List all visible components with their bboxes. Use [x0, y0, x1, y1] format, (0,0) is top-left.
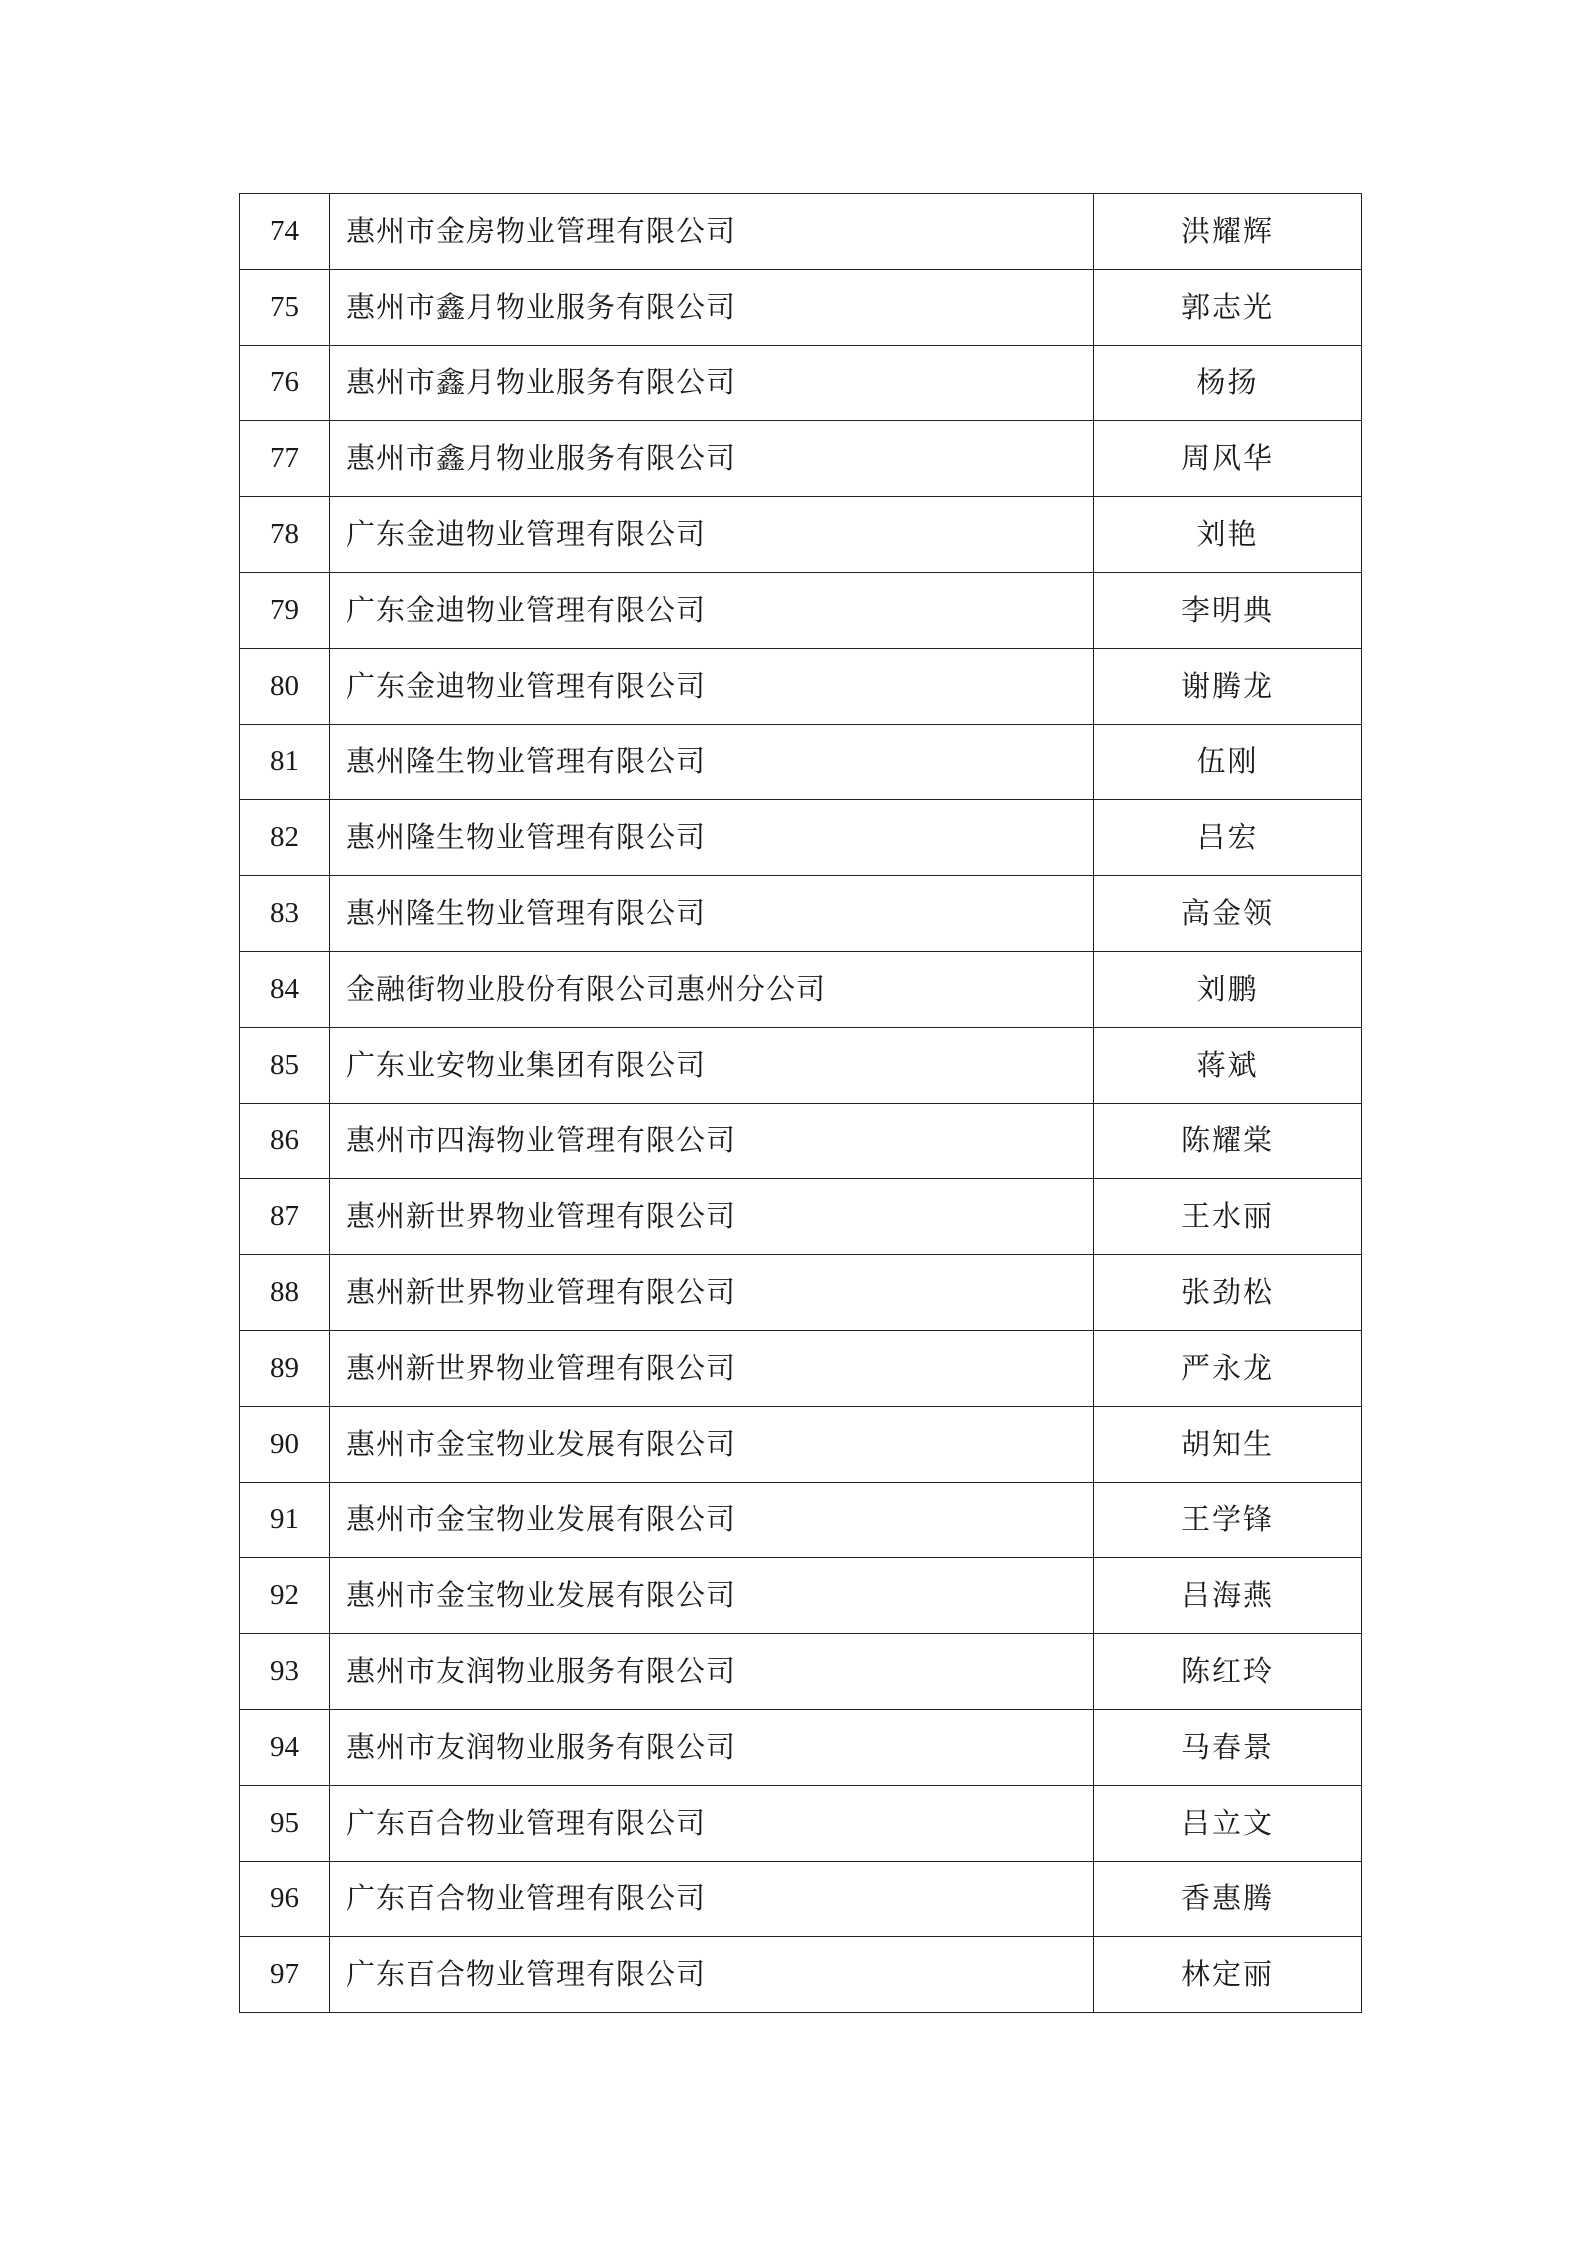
row-number: 96 [240, 1861, 330, 1937]
table-row [240, 1558, 1362, 1634]
row-number: 83 [240, 876, 330, 952]
company-name: 广东金迪物业管理有限公司 [330, 572, 1094, 648]
roster-table [239, 193, 1362, 2013]
company-name: 广东业安物业集团有限公司 [330, 1027, 1094, 1103]
person-name: 刘鹏 [1094, 951, 1362, 1027]
company-name: 广东百合物业管理有限公司 [330, 1785, 1094, 1861]
table-row [240, 1785, 1362, 1861]
table-row [240, 345, 1362, 421]
company-name: 金融街物业股份有限公司惠州分公司 [330, 951, 1094, 1027]
company-name: 惠州新世界物业管理有限公司 [330, 1179, 1094, 1255]
company-name: 惠州市四海物业管理有限公司 [330, 1103, 1094, 1179]
row-number: 92 [240, 1558, 330, 1634]
row-number: 85 [240, 1027, 330, 1103]
person-name: 周风华 [1094, 421, 1362, 497]
table-row [240, 1709, 1362, 1785]
person-name: 蒋斌 [1094, 1027, 1362, 1103]
table-row [240, 1255, 1362, 1331]
row-number: 74 [240, 194, 330, 270]
table-row [240, 1027, 1362, 1103]
table-row [240, 1179, 1362, 1255]
person-name: 严永龙 [1094, 1330, 1362, 1406]
company-name: 惠州市友润物业服务有限公司 [330, 1634, 1094, 1710]
table-row [240, 1406, 1362, 1482]
person-name: 伍刚 [1094, 724, 1362, 800]
company-name: 广东百合物业管理有限公司 [330, 1861, 1094, 1937]
person-name: 王水丽 [1094, 1179, 1362, 1255]
table-row [240, 648, 1362, 724]
company-name: 惠州隆生物业管理有限公司 [330, 800, 1094, 876]
table-row [240, 724, 1362, 800]
person-name: 李明典 [1094, 572, 1362, 648]
table-row [240, 1103, 1362, 1179]
company-name: 广东百合物业管理有限公司 [330, 1937, 1094, 2013]
person-name: 胡知生 [1094, 1406, 1362, 1482]
company-name: 惠州市鑫月物业服务有限公司 [330, 345, 1094, 421]
person-name: 香惠腾 [1094, 1861, 1362, 1937]
row-number: 81 [240, 724, 330, 800]
roster-table-body [240, 194, 1362, 2013]
table-row [240, 1634, 1362, 1710]
person-name: 马春景 [1094, 1709, 1362, 1785]
person-name: 张劲松 [1094, 1255, 1362, 1331]
company-name: 惠州市金宝物业发展有限公司 [330, 1482, 1094, 1558]
row-number: 95 [240, 1785, 330, 1861]
row-number: 79 [240, 572, 330, 648]
table-row [240, 572, 1362, 648]
row-number: 91 [240, 1482, 330, 1558]
table-row [240, 876, 1362, 952]
company-name: 广东金迪物业管理有限公司 [330, 497, 1094, 573]
row-number: 93 [240, 1634, 330, 1710]
company-name: 惠州新世界物业管理有限公司 [330, 1255, 1094, 1331]
row-number: 84 [240, 951, 330, 1027]
row-number: 88 [240, 1255, 330, 1331]
table-row [240, 194, 1362, 270]
company-name: 惠州市金房物业管理有限公司 [330, 194, 1094, 270]
person-name: 吕宏 [1094, 800, 1362, 876]
company-name: 广东金迪物业管理有限公司 [330, 648, 1094, 724]
row-number: 78 [240, 497, 330, 573]
table-row [240, 951, 1362, 1027]
person-name: 吕立文 [1094, 1785, 1362, 1861]
row-number: 77 [240, 421, 330, 497]
person-name: 高金领 [1094, 876, 1362, 952]
table-row [240, 1330, 1362, 1406]
person-name: 谢腾龙 [1094, 648, 1362, 724]
table-row [240, 800, 1362, 876]
row-number: 80 [240, 648, 330, 724]
row-number: 76 [240, 345, 330, 421]
person-name: 陈耀棠 [1094, 1103, 1362, 1179]
person-name: 杨扬 [1094, 345, 1362, 421]
company-name: 惠州市鑫月物业服务有限公司 [330, 269, 1094, 345]
person-name: 刘艳 [1094, 497, 1362, 573]
company-name: 惠州隆生物业管理有限公司 [330, 724, 1094, 800]
company-name: 惠州市金宝物业发展有限公司 [330, 1406, 1094, 1482]
company-name: 惠州隆生物业管理有限公司 [330, 876, 1094, 952]
person-name: 郭志光 [1094, 269, 1362, 345]
table-row [240, 1937, 1362, 2013]
row-number: 90 [240, 1406, 330, 1482]
company-name: 惠州新世界物业管理有限公司 [330, 1330, 1094, 1406]
person-name: 陈红玲 [1094, 1634, 1362, 1710]
row-number: 94 [240, 1709, 330, 1785]
person-name: 林定丽 [1094, 1937, 1362, 2013]
table-row [240, 421, 1362, 497]
person-name: 洪耀辉 [1094, 194, 1362, 270]
table-row [240, 1482, 1362, 1558]
table-row [240, 269, 1362, 345]
row-number: 82 [240, 800, 330, 876]
row-number: 97 [240, 1937, 330, 2013]
row-number: 89 [240, 1330, 330, 1406]
company-name: 惠州市鑫月物业服务有限公司 [330, 421, 1094, 497]
row-number: 87 [240, 1179, 330, 1255]
row-number: 86 [240, 1103, 330, 1179]
person-name: 王学锋 [1094, 1482, 1362, 1558]
table-row [240, 497, 1362, 573]
company-name: 惠州市友润物业服务有限公司 [330, 1709, 1094, 1785]
person-name: 吕海燕 [1094, 1558, 1362, 1634]
company-name: 惠州市金宝物业发展有限公司 [330, 1558, 1094, 1634]
row-number: 75 [240, 269, 330, 345]
table-row [240, 1861, 1362, 1937]
